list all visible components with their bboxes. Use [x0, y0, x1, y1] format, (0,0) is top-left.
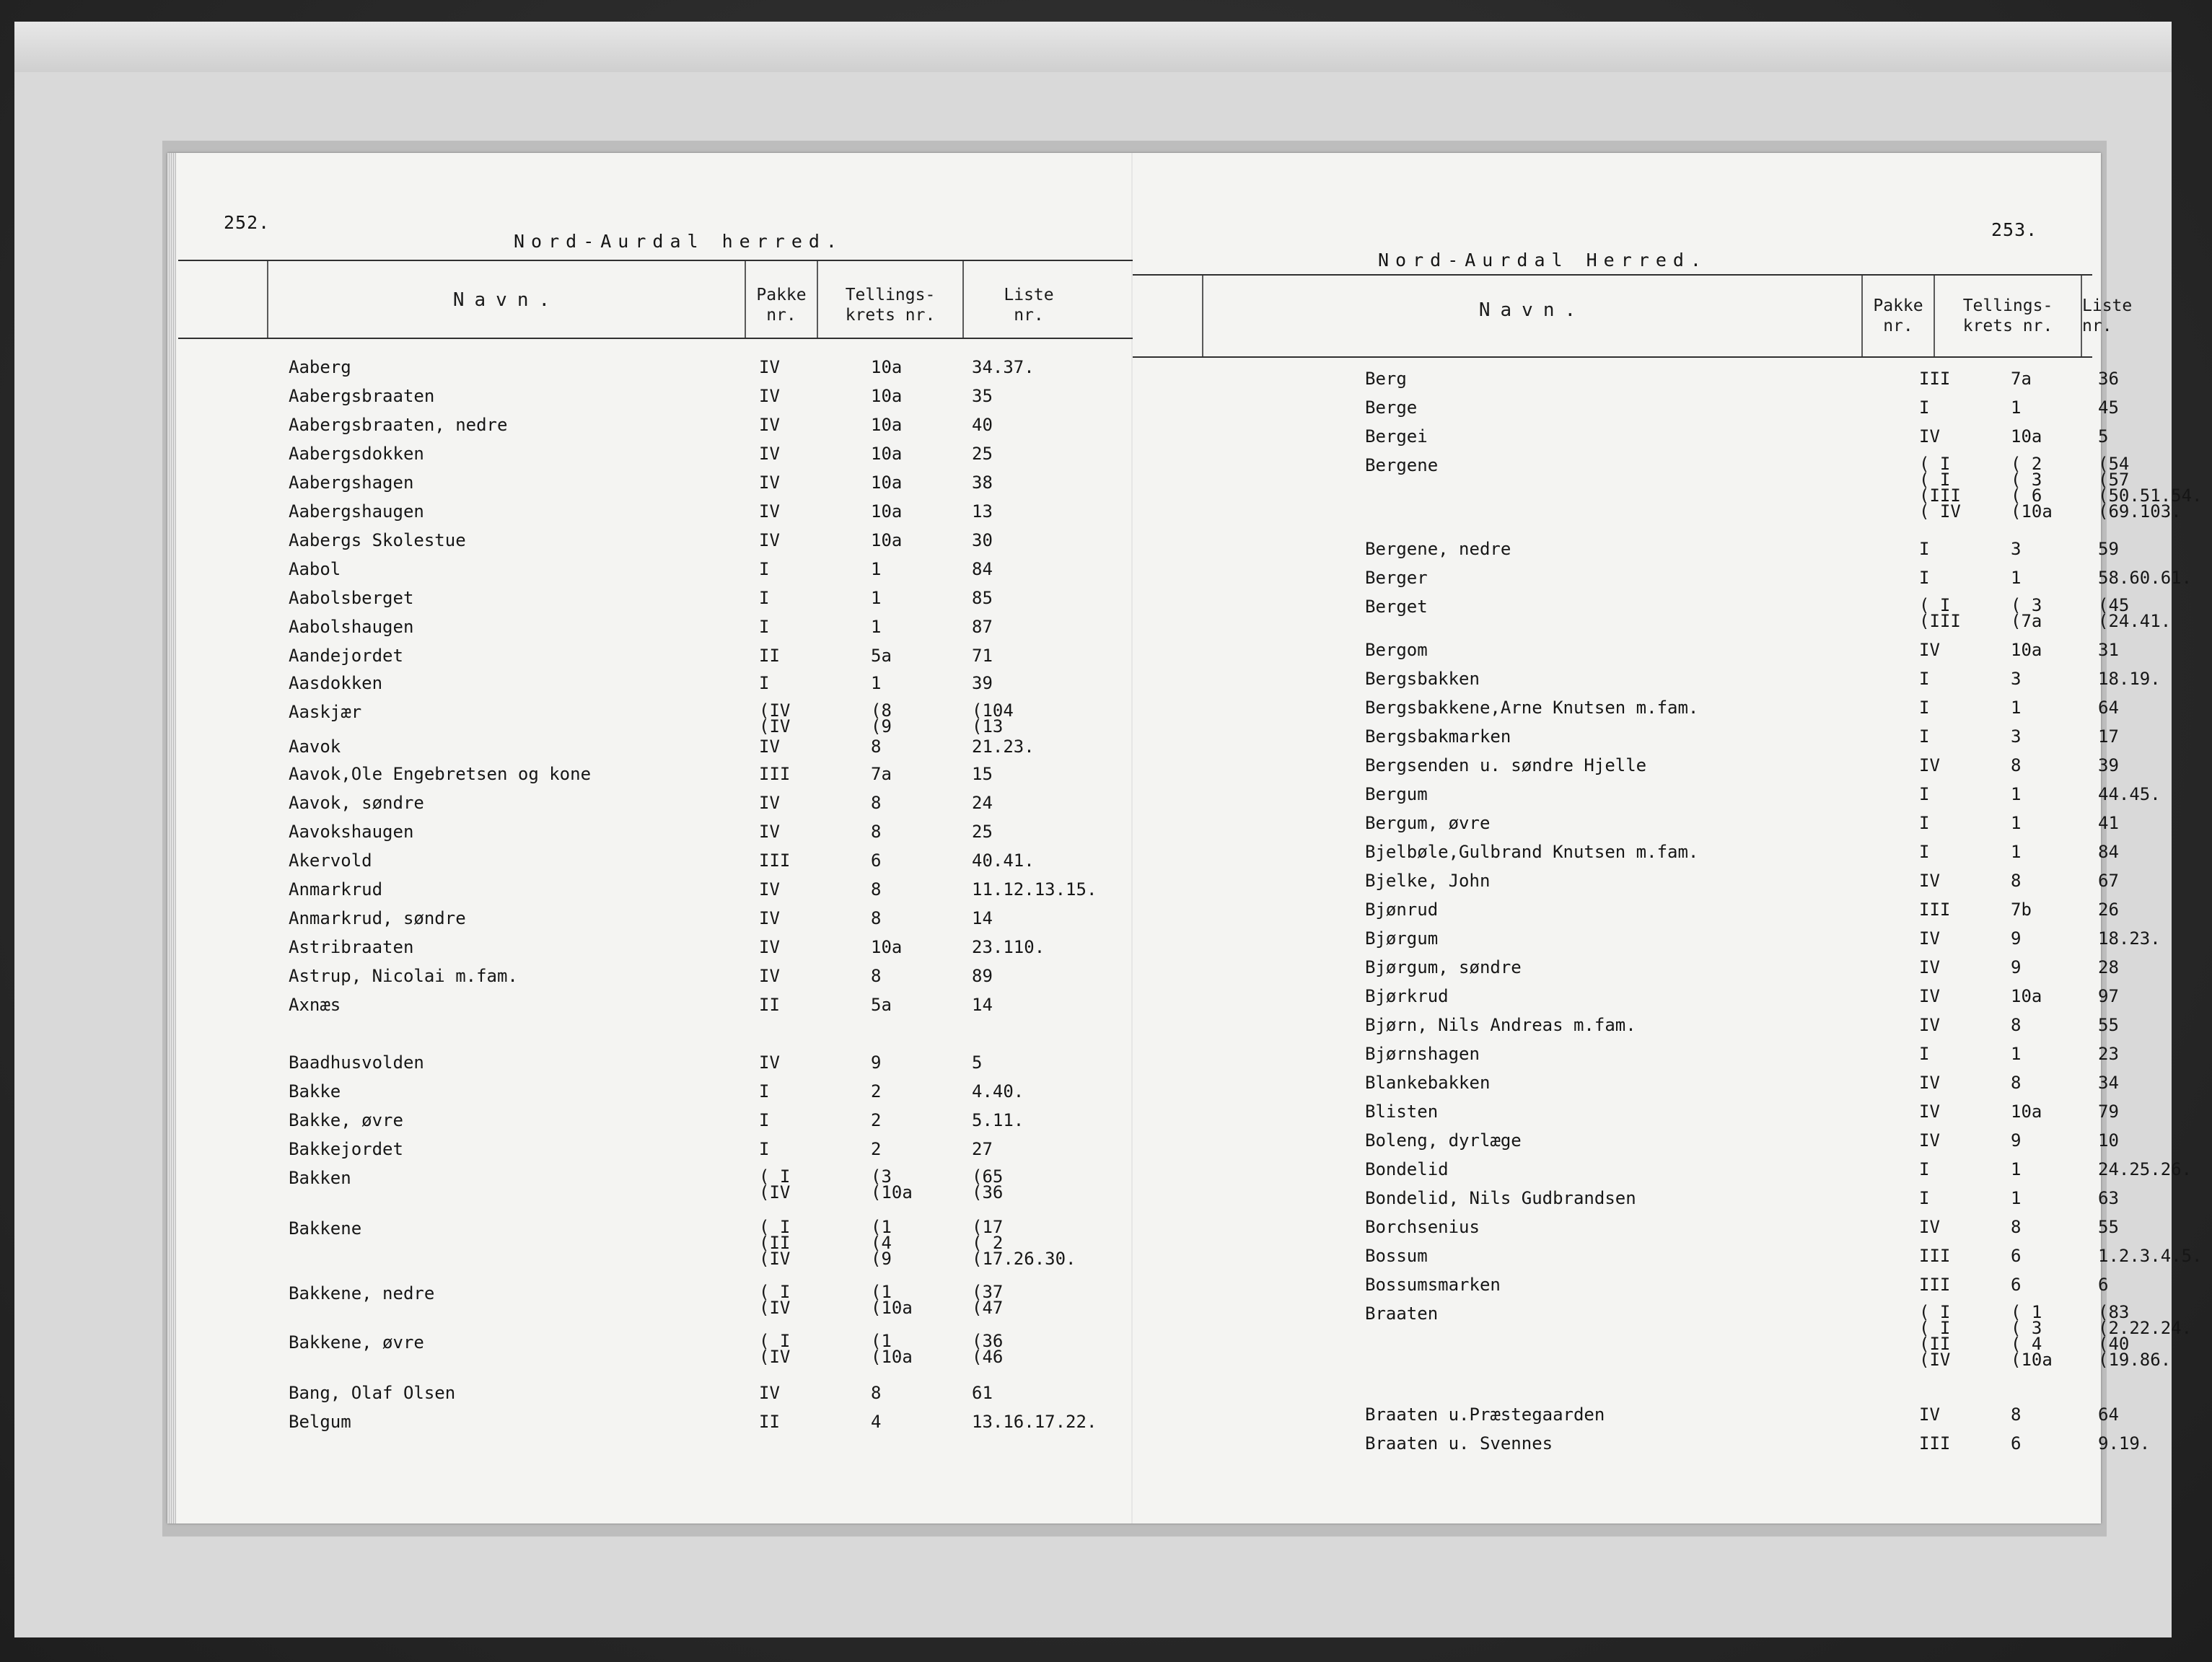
entry-liste: 38: [972, 472, 993, 493]
entry-pakke: ( I ( I (II (IV: [1919, 1302, 1951, 1370]
entry-pakke: I: [759, 588, 770, 608]
header-navn: Navn.: [1478, 299, 1586, 321]
entry-liste: 11.12.13.15.: [972, 879, 1097, 900]
entry-krets: 3: [2011, 539, 2022, 559]
entry-krets: 6: [2011, 1433, 2022, 1454]
entry-liste: 14: [972, 908, 993, 928]
entry-krets: 8: [2011, 1073, 2022, 1093]
entry-name: Aaskjær: [289, 702, 362, 722]
entry-name: Bang, Olaf Olsen: [289, 1383, 456, 1403]
entry-pakke: IV: [759, 530, 780, 550]
entry-krets: 9: [2011, 957, 2022, 977]
entry-name: Aabergs Skolestue: [289, 530, 466, 550]
entry-krets: (3 (10a: [871, 1166, 913, 1202]
header-pakke: Pakke nr.: [756, 286, 807, 325]
entry-krets: 8: [871, 908, 882, 928]
entry-liste: (36 (46: [972, 1331, 1004, 1367]
entry-name: Akervold: [289, 850, 372, 871]
entry-pakke: I: [759, 1139, 770, 1159]
entry-pakke: I: [1919, 669, 1930, 689]
entry-name: Bondelid, Nils Gudbrandsen: [1365, 1188, 1636, 1208]
entry-pakke: I: [759, 559, 770, 579]
entry-liste: 87: [972, 617, 993, 637]
entry-krets: 1: [871, 617, 882, 637]
entry-name: Bakkene, øvre: [289, 1332, 424, 1353]
entry-krets: 8: [2011, 1015, 2022, 1035]
entry-name: Bergsenden u. søndre Hjelle: [1365, 755, 1647, 775]
entry-pakke: ( I (IV: [759, 1166, 791, 1202]
entry-liste: (37 (47: [972, 1282, 1004, 1318]
entry-pakke: IV: [1919, 1073, 1940, 1093]
entry-liste: (104 (13: [972, 700, 1014, 737]
scan-backboard-top: [14, 22, 2172, 72]
header-liste: Liste nr.: [2082, 296, 2133, 335]
entry-liste: 64: [2098, 1404, 2119, 1425]
entry-pakke: IV: [759, 937, 780, 957]
entry-pakke: IV: [759, 822, 780, 842]
entry-name: Berget: [1365, 597, 1428, 617]
entry-name: Berg: [1365, 369, 1407, 389]
entry-pakke: III: [1919, 1433, 1951, 1454]
entry-krets: 1: [2011, 784, 2022, 804]
entry-liste: 40: [972, 415, 993, 435]
entry-pakke: I: [1919, 1188, 1930, 1208]
entry-liste: 28: [2098, 957, 2119, 977]
header-krets: Tellings- krets nr.: [845, 286, 936, 325]
entry-pakke: I: [1919, 813, 1930, 833]
entry-name: Bossumsmarken: [1365, 1275, 1501, 1295]
entry-liste: 5: [2098, 426, 2109, 447]
header-bottom-rule: [1133, 356, 2092, 358]
entry-pakke: IV: [759, 879, 780, 900]
entry-liste: (17 ( 2 (17.26.30.: [972, 1217, 1076, 1269]
entry-liste: 59: [2098, 539, 2119, 559]
entry-name: Bergom: [1365, 640, 1428, 660]
entry-krets: 5a: [871, 646, 892, 666]
entry-name: Aasdokken: [289, 673, 383, 693]
entry-krets: 10a: [871, 386, 903, 406]
entry-name: Bakkene: [289, 1218, 362, 1239]
entry-name: Bjelke, John: [1365, 871, 1491, 891]
entry-pakke: I: [1919, 1159, 1930, 1179]
entry-name: Bergsbakkene,Arne Knutsen m.fam.: [1365, 698, 1699, 718]
entry-name: Aabolsberget: [289, 588, 414, 608]
entry-krets: 8: [871, 793, 882, 813]
entry-name: Bergum, øvre: [1365, 813, 1491, 833]
entry-name: Bakke: [289, 1081, 341, 1102]
entry-name: Aabergsbraaten: [289, 386, 435, 406]
entry-liste: 24: [972, 793, 993, 813]
entry-pakke: IV: [759, 472, 780, 493]
entry-krets: 9: [2011, 928, 2022, 949]
entry-pakke: IV: [1919, 986, 1940, 1006]
entry-name: Bergum: [1365, 784, 1428, 804]
entry-liste: 17: [2098, 726, 2119, 747]
open-ledger-book: [167, 153, 2203, 1524]
entry-krets: 6: [2011, 1246, 2022, 1266]
entry-liste: 79: [2098, 1102, 2119, 1122]
entry-pakke: IV: [759, 501, 780, 522]
entry-pakke: IV: [759, 793, 780, 813]
entry-liste: 9.19.: [2098, 1433, 2151, 1454]
entry-pakke: ( I ( I (III ( IV: [1919, 454, 1961, 522]
entry-name: Bakken: [289, 1168, 351, 1188]
entry-krets: 7a: [2011, 369, 2032, 389]
entry-pakke: IV: [1919, 640, 1940, 660]
entry-pakke: III: [1919, 1275, 1951, 1295]
entry-liste: 14: [972, 995, 993, 1015]
entry-liste: 18.19.: [2098, 669, 2161, 689]
left-page: [167, 153, 1133, 1524]
header-krets: Tellings- krets nr.: [1962, 296, 2053, 335]
entry-name: Bergei: [1365, 426, 1428, 447]
entry-name: Aabergsbraaten, nedre: [289, 415, 508, 435]
entry-krets: 9: [871, 1052, 882, 1073]
entry-pakke: IV: [1919, 1217, 1940, 1237]
entry-liste: 13: [972, 501, 993, 522]
entry-name: Aavok, søndre: [289, 793, 424, 813]
entry-liste: 39: [972, 673, 993, 693]
entry-krets: 1: [871, 559, 882, 579]
entry-krets: 8: [871, 1383, 882, 1403]
entry-krets: 6: [2011, 1275, 2022, 1295]
entry-krets: 7b: [2011, 900, 2032, 920]
entry-name: Bakkejordet: [289, 1139, 403, 1159]
entry-liste: 61: [972, 1383, 993, 1403]
entry-pakke: II: [759, 1412, 780, 1432]
entry-pakke: I: [1919, 1044, 1930, 1064]
entry-pakke: IV: [759, 444, 780, 464]
entry-pakke: IV: [759, 1383, 780, 1403]
entry-name: Borchsenius: [1365, 1217, 1480, 1237]
entry-pakke: I: [759, 1110, 770, 1130]
entry-liste: 34: [2098, 1073, 2119, 1093]
entry-pakke: IV: [1919, 1404, 1940, 1425]
entry-liste: (83 (2.22.24. (40 (19.86.: [2098, 1302, 2193, 1370]
entry-krets: 5a: [871, 995, 892, 1015]
entry-krets: 8: [871, 966, 882, 986]
entry-krets: (8 (9: [871, 700, 892, 737]
entry-pakke: II: [759, 646, 780, 666]
entry-krets: 6: [871, 850, 882, 871]
entry-krets: 1: [2011, 1044, 2022, 1064]
entry-krets: 3: [2011, 726, 2022, 747]
entry-pakke: IV: [1919, 426, 1940, 447]
entry-krets: 8: [871, 822, 882, 842]
entry-liste: 41: [2098, 813, 2119, 833]
entry-krets: 3: [2011, 669, 2022, 689]
entry-krets: 10a: [871, 530, 903, 550]
entry-name: Bondelid: [1365, 1159, 1449, 1179]
entry-name: Aabergshagen: [289, 472, 414, 493]
entry-krets: (1 (10a: [871, 1282, 913, 1318]
entry-name: Aavok: [289, 737, 341, 757]
entry-liste: 6: [2098, 1275, 2109, 1295]
entry-krets: 4: [871, 1412, 882, 1432]
entry-liste: (65 (36: [972, 1166, 1004, 1202]
entry-krets: 10a: [871, 472, 903, 493]
entry-liste: 36: [2098, 369, 2119, 389]
entry-name: Aavokshaugen: [289, 822, 414, 842]
entry-krets: ( 1 ( 3 ( 4 (10a: [2011, 1302, 2053, 1370]
entry-name: Boleng, dyrlæge: [1365, 1130, 1522, 1151]
entry-liste: 64: [2098, 698, 2119, 718]
entry-liste: 84: [972, 559, 993, 579]
entry-liste: 39: [2098, 755, 2119, 775]
entry-krets: 2: [871, 1139, 882, 1159]
entry-pakke: III: [1919, 1246, 1951, 1266]
entry-pakke: III: [759, 850, 791, 871]
entry-pakke: I: [1919, 698, 1930, 718]
header-top-rule: [1133, 274, 2092, 276]
entry-liste: 45: [2098, 397, 2119, 418]
entry-liste: 18.23.: [2098, 928, 2161, 949]
entry-pakke: IV: [1919, 1015, 1940, 1035]
entry-pakke: I: [759, 673, 770, 693]
entry-pakke: ( I (IV: [759, 1331, 791, 1367]
entry-name: Bossum: [1365, 1246, 1428, 1266]
entry-krets: 7a: [871, 764, 892, 784]
entry-name: Bergene: [1365, 455, 1439, 475]
entry-pakke: IV: [1919, 928, 1940, 949]
entry-pakke: ( I (III: [1919, 595, 1961, 631]
entry-krets: 1: [2011, 568, 2022, 588]
entry-krets: 2: [871, 1081, 882, 1102]
entry-name: Anmarkrud, søndre: [289, 908, 466, 928]
entry-pakke: IV: [1919, 1102, 1940, 1122]
entry-krets: 9: [2011, 1130, 2022, 1151]
entry-liste: 63: [2098, 1188, 2119, 1208]
entry-liste: (54 (57 (50.51.54. (69.103.: [2098, 454, 2203, 522]
entry-liste: 15: [972, 764, 993, 784]
entry-krets: 10a: [2011, 1102, 2042, 1122]
entry-liste: 71: [972, 646, 993, 666]
entry-pakke: II: [759, 995, 780, 1015]
entry-liste: 21.23.: [972, 737, 1035, 757]
entry-krets: 10a: [2011, 426, 2042, 447]
entry-name: Bjørnshagen: [1365, 1044, 1480, 1064]
entry-name: Aabol: [289, 559, 341, 579]
entry-pakke: III: [759, 764, 791, 784]
entry-name: Bergsbakken: [1365, 669, 1480, 689]
entry-liste: (45 (24.41.: [2098, 595, 2172, 631]
entry-pakke: I: [1919, 842, 1930, 862]
entry-name: Anmarkrud: [289, 879, 383, 900]
entry-liste: 23: [2098, 1044, 2119, 1064]
entry-name: Berger: [1365, 568, 1428, 588]
entry-pakke: IV: [1919, 871, 1940, 891]
entry-liste: 97: [2098, 986, 2119, 1006]
entry-krets: 10a: [2011, 986, 2042, 1006]
entry-pakke: ( I (IV: [759, 1282, 791, 1318]
entry-liste: 13.16.17.22.: [972, 1412, 1097, 1432]
entry-name: Aaberg: [289, 357, 351, 377]
entry-pakke: III: [1919, 900, 1951, 920]
entry-krets: 2: [871, 1110, 882, 1130]
page-number: 253.: [1991, 219, 2038, 240]
entry-krets: 10a: [2011, 640, 2042, 660]
entry-liste: 27: [972, 1139, 993, 1159]
entry-name: Braaten u.Præstegaarden: [1365, 1404, 1605, 1425]
entry-pakke: I: [1919, 784, 1930, 804]
entry-liste: 67: [2098, 871, 2119, 891]
entry-liste: 10: [2098, 1130, 2119, 1151]
entry-pakke: IV: [759, 1052, 780, 1073]
entry-name: Aavok,Ole Engebretsen og kone: [289, 764, 592, 784]
page-title: Nord-Aurdal herred.: [514, 231, 843, 252]
entry-liste: 5: [972, 1052, 983, 1073]
entry-krets: 10a: [871, 501, 903, 522]
entry-liste: 4.40.: [972, 1081, 1024, 1102]
entry-krets: 10a: [871, 357, 903, 377]
entry-name: Bergene, nedre: [1365, 539, 1511, 559]
entry-krets: ( 2 ( 3 ( 6 (10a: [2011, 454, 2053, 522]
entry-krets: 8: [2011, 755, 2022, 775]
entry-name: Braaten: [1365, 1303, 1439, 1324]
entry-liste: 44.45.: [2098, 784, 2161, 804]
entry-liste: 25: [972, 444, 993, 464]
entry-liste: 89: [972, 966, 993, 986]
header-top-rule: [178, 260, 1133, 261]
entry-krets: 10a: [871, 937, 903, 957]
entry-pakke: I: [1919, 726, 1930, 747]
entry-krets: 1: [871, 588, 882, 608]
entry-name: Berge: [1365, 397, 1418, 418]
entry-krets: 8: [2011, 1404, 2022, 1425]
entry-name: Aandejordet: [289, 646, 403, 666]
entry-name: Baadhusvolden: [289, 1052, 424, 1073]
entry-krets: 8: [871, 879, 882, 900]
header-navn: Navn.: [452, 289, 561, 311]
entry-name: Bjørn, Nils Andreas m.fam.: [1365, 1015, 1636, 1035]
entry-name: Aabergshaugen: [289, 501, 424, 522]
entry-pakke: I: [759, 617, 770, 637]
entry-pakke: I: [1919, 539, 1930, 559]
entry-pakke: IV: [759, 357, 780, 377]
entry-krets: (1 (10a: [871, 1331, 913, 1367]
entry-krets: 8: [871, 737, 882, 757]
entry-pakke: I: [759, 1081, 770, 1102]
entry-pakke: IV: [759, 908, 780, 928]
entry-name: Axnæs: [289, 995, 341, 1015]
right-page: [1133, 153, 2203, 1524]
entry-pakke: IV: [759, 966, 780, 986]
entry-name: Braaten u. Svennes: [1365, 1433, 1553, 1454]
entry-krets: ( 3 (7a: [2011, 595, 2042, 631]
entry-pakke: IV: [759, 415, 780, 435]
entry-pakke: IV: [1919, 1130, 1940, 1151]
entry-pakke: IV: [1919, 957, 1940, 977]
entry-liste: 23.110.: [972, 937, 1045, 957]
entry-liste: 35: [972, 386, 993, 406]
entry-name: Bjørgum, søndre: [1365, 957, 1522, 977]
entry-liste: 24.25.26.: [2098, 1159, 2193, 1179]
entry-liste: 55: [2098, 1015, 2119, 1035]
page-title: Nord-Aurdal Herred.: [1378, 250, 1708, 271]
entry-krets: 1: [871, 673, 882, 693]
entry-krets: 1: [2011, 1188, 2022, 1208]
entry-name: Belgum: [289, 1412, 351, 1432]
entry-liste: 84: [2098, 842, 2119, 862]
entry-krets: 1: [2011, 1159, 2022, 1179]
entry-pakke: IV: [1919, 755, 1940, 775]
entry-name: Astrup, Nicolai m.fam.: [289, 966, 518, 986]
entry-name: Blankebakken: [1365, 1073, 1491, 1093]
entry-pakke: (IV (IV: [759, 700, 791, 737]
entry-name: Bergsbakmarken: [1365, 726, 1511, 747]
entry-liste: 55: [2098, 1217, 2119, 1237]
entry-krets: 8: [2011, 1217, 2022, 1237]
entry-krets: 1: [2011, 397, 2022, 418]
entry-krets: (1 (4 (9: [871, 1217, 892, 1269]
entry-name: Bjørkrud: [1365, 986, 1449, 1006]
entry-name: Bakkene, nedre: [289, 1283, 435, 1303]
entry-pakke: I: [1919, 568, 1930, 588]
entry-liste: 5.11.: [972, 1110, 1024, 1130]
entry-krets: 10a: [871, 444, 903, 464]
entry-name: Bjønrud: [1365, 900, 1439, 920]
entry-liste: 40.41.: [972, 850, 1035, 871]
entry-liste: 34.37.: [972, 357, 1035, 377]
entry-pakke: I: [1919, 397, 1930, 418]
entry-name: Blisten: [1365, 1102, 1439, 1122]
entry-liste: 1.2.3.4.5.: [2098, 1246, 2203, 1266]
header-liste: Liste nr.: [1004, 286, 1054, 325]
entry-pakke: IV: [759, 386, 780, 406]
header-bottom-rule: [178, 338, 1133, 339]
header-pakke: Pakke nr.: [1873, 296, 1923, 335]
entry-name: Bakke, øvre: [289, 1110, 403, 1130]
entry-pakke: III: [1919, 369, 1951, 389]
entry-krets: 8: [2011, 871, 2022, 891]
entry-pakke: ( I (II (IV: [759, 1217, 791, 1269]
entry-liste: 26: [2098, 900, 2119, 920]
entry-liste: 25: [972, 822, 993, 842]
entry-liste: 31: [2098, 640, 2119, 660]
entry-name: Aabergsdokken: [289, 444, 424, 464]
entry-krets: 1: [2011, 842, 2022, 862]
entry-krets: 1: [2011, 813, 2022, 833]
entry-liste: 30: [972, 530, 993, 550]
entry-name: Bjelbøle,Gulbrand Knutsen m.fam.: [1365, 842, 1699, 862]
entry-krets: 10a: [871, 415, 903, 435]
entry-name: Bjørgum: [1365, 928, 1439, 949]
entry-pakke: IV: [759, 737, 780, 757]
entry-liste: 58.60.61.: [2098, 568, 2193, 588]
entry-name: Aabolshaugen: [289, 617, 414, 637]
entry-name: Astribraaten: [289, 937, 414, 957]
entry-krets: 1: [2011, 698, 2022, 718]
page-number: 252.: [224, 212, 271, 233]
entry-liste: 85: [972, 588, 993, 608]
